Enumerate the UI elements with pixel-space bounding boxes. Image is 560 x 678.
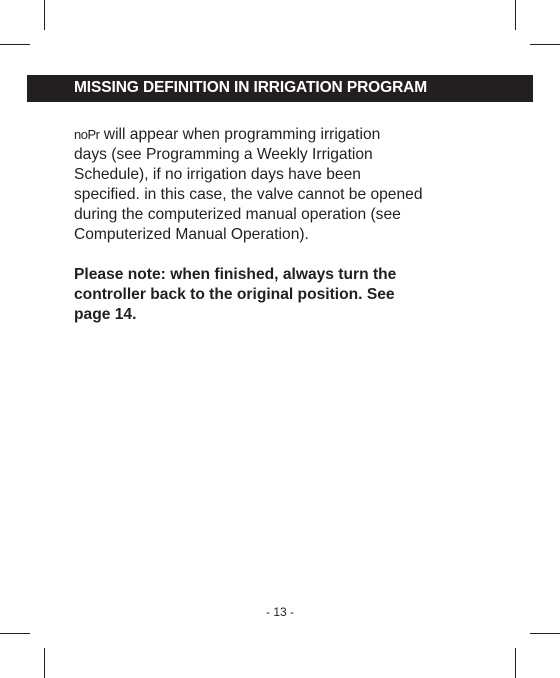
body-line-1-text: will appear when programming irrigation	[99, 126, 381, 143]
crop-mark-top-left-horizontal	[0, 44, 30, 45]
crop-mark-top-right-horizontal	[530, 44, 560, 45]
display-code: noPr	[74, 127, 100, 142]
note-line-3: page 14.	[74, 306, 137, 323]
crop-mark-bottom-right-horizontal	[530, 633, 560, 634]
body-line-2: days (see Programming a Weekly Irrigation	[74, 146, 373, 163]
page-number: - 13 -	[265, 605, 294, 619]
body-line-4: specified. in this case, the valve cannot be opened	[74, 186, 423, 203]
body-content	[74, 125, 514, 325]
note-line-1: Please note: when finished, always turn the	[74, 266, 397, 283]
crop-mark-top-right-vertical	[515, 0, 516, 30]
body-line-1	[74, 125, 514, 145]
note-line-2: controller back to the original position. See	[74, 286, 395, 303]
section-header-bar	[27, 75, 533, 102]
paragraph-spacer	[74, 245, 514, 265]
crop-mark-bottom-left-vertical	[44, 648, 45, 678]
section-title: MISSING DEFINITION IN IRRIGATION PROGRAM	[74, 79, 428, 96]
body-line-6: Computerized Manual Operation).	[74, 226, 309, 243]
body-line-3: Schedule), if no irrigation days have been	[74, 166, 361, 183]
crop-mark-bottom-right-vertical	[515, 648, 516, 678]
crop-mark-top-left-vertical	[44, 0, 45, 30]
body-line-5: during the computerized manual operation (see	[74, 206, 401, 223]
crop-mark-bottom-left-horizontal	[0, 633, 30, 634]
